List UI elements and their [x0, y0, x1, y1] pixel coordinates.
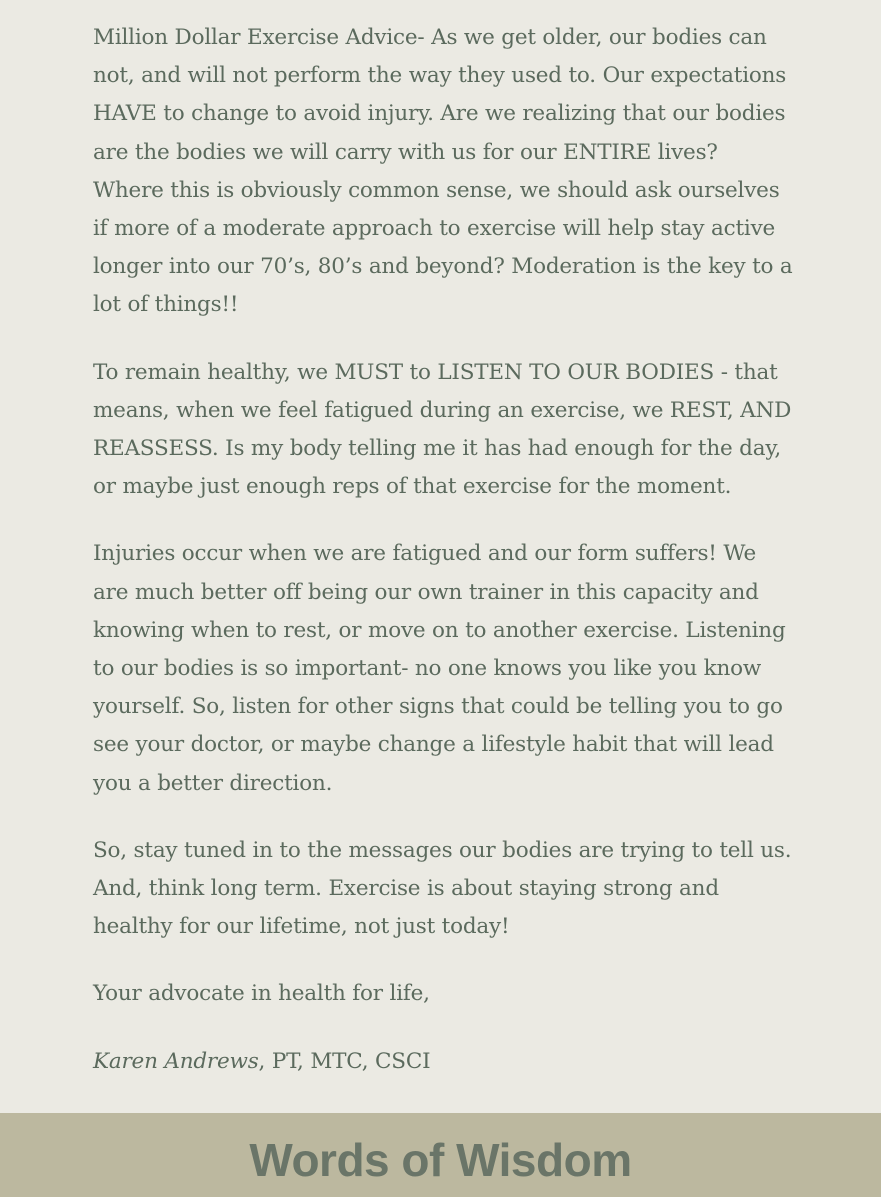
footer-title: Words of Wisdom: [249, 1134, 632, 1186]
footer-banner: [0, 1113, 881, 1197]
paragraph-injuries: Injuries occur when we are fatigued and our form suffers! We are much better off being our own trainer in this capacity and knowing when to rest, or move on to another exercise. Listening to our bodies is so important- no one knows you like you know yourself. So, listen for other signs that could be telling you to go see your doctor, or maybe change a lifestyle habit that will lead you a better direction.: [93, 541, 786, 796]
signature-credentials: , PT, MTC, CSCI: [258, 1048, 431, 1074]
paragraph-listen-to-bodies: To remain healthy, we MUST to LISTEN TO OUR BODIES - that means, when we feel fatigued during an exercise, we REST, AND REASSESS. Is my body telling me it has had enough for the day, or maybe just enough reps of that exercise for the moment.: [93, 359, 792, 500]
signature-name: Karen Andrews: [93, 1048, 259, 1074]
paragraph-think-long-term: So, stay tuned in to the messages our bodies are trying to tell us. And, think long term. Exercise is about staying strong and healthy for our lifetime, not just today!: [93, 837, 792, 940]
closing-line: Your advocate in health for life,: [93, 981, 430, 1007]
article-body: [93, 19, 793, 1110]
paragraph-exercise-advice: Million Dollar Exercise Advice- As we get older, our bodies can not, and will not perform the way they used to. Our expectations HAVE to change to avoid injury. Are we realizing that our bodies are the bodies we will carry with us for our ENTIRE lives? Where this is obviously common sense, we should ask ourselves if more of a moderate approach to exercise will help stay active longer into our 70’s, 80’s and beyond? Moderation is the key to a lot of things!!: [93, 25, 793, 318]
signature: [93, 1043, 793, 1081]
